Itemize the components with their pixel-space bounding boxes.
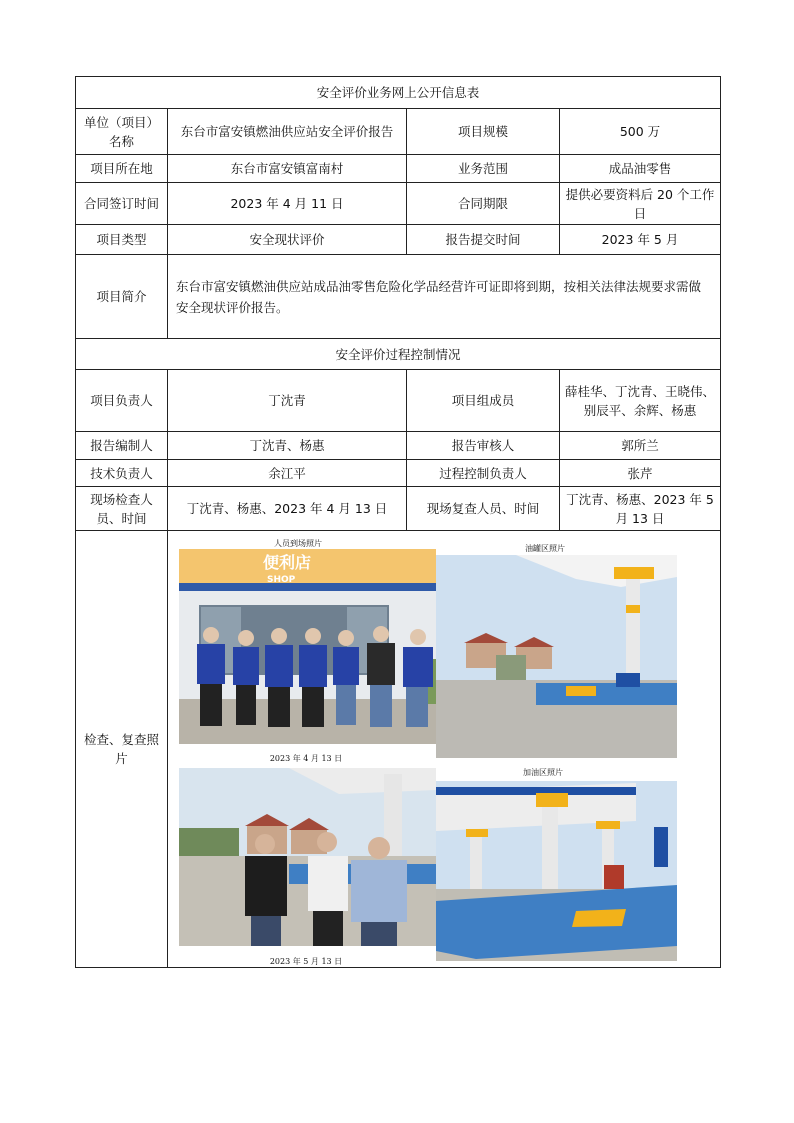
photo3-date: 2023 年 5 月 13 日 bbox=[269, 957, 343, 966]
shop-sign-en: SHOP bbox=[267, 575, 296, 585]
reviewer-value: 郭所兰 bbox=[560, 432, 721, 460]
scale-label: 项目规模 bbox=[407, 109, 560, 155]
members-value: 薛桂华、丁沈青、王晓伟、别辰平、余辉、杨惠 bbox=[560, 370, 721, 432]
info-table bbox=[75, 76, 721, 968]
tech-value: 余江平 bbox=[168, 460, 407, 487]
location-label: 项目所在地 bbox=[76, 155, 168, 183]
sign-date-value: 2023 年 4 月 11 日 bbox=[168, 183, 407, 225]
shop-sign-text: 便利店 bbox=[263, 553, 312, 572]
photo-staff-arrival bbox=[179, 549, 436, 744]
intro-value: 东台市富安镇燃油供应站成品油零售危险化学品经营许可证即将到期，按相关法律法规要求需做安全现状评价报告。 bbox=[168, 255, 721, 339]
table-title: 安全评价业务网上公开信息表 bbox=[76, 77, 721, 109]
type-label: 项目类型 bbox=[76, 225, 168, 255]
recheck-value: 丁沈青、杨惠、2023 年 5 月 13 日 bbox=[560, 487, 721, 531]
leader-label: 项目负责人 bbox=[76, 370, 168, 432]
sign-date-label: 合同签订时间 bbox=[76, 183, 168, 225]
author-label: 报告编制人 bbox=[76, 432, 168, 460]
intro-label: 项目简介 bbox=[76, 255, 168, 339]
photo1-date: 2023 年 4 月 13 日 bbox=[269, 754, 343, 763]
inspect-value: 丁沈青、杨惠、2023 年 4 月 13 日 bbox=[168, 487, 407, 531]
photos-cell bbox=[168, 531, 721, 968]
type-value: 安全现状评价 bbox=[168, 225, 407, 255]
business-value: 成品油零售 bbox=[560, 155, 721, 183]
inspect-label: 现场检查人员、时间 bbox=[76, 487, 168, 531]
photo4-caption: 加油区照片 bbox=[523, 768, 563, 777]
control-label: 过程控制负责人 bbox=[407, 460, 560, 487]
author-value: 丁沈青、杨惠 bbox=[168, 432, 407, 460]
unit-value: 东台市富安镇燃油供应站安全评价报告 bbox=[168, 109, 407, 155]
tech-label: 技术负责人 bbox=[76, 460, 168, 487]
photo1-caption: 人员到场照片 bbox=[274, 539, 322, 548]
submit-label: 报告提交时间 bbox=[407, 225, 560, 255]
submit-value: 2023 年 5 月 bbox=[560, 225, 721, 255]
photo2-caption: 油罐区照片 bbox=[525, 544, 565, 553]
photo-grid bbox=[168, 531, 719, 967]
photos-label: 检查、复查照片 bbox=[76, 531, 168, 968]
location-value: 东台市富安镇富南村 bbox=[168, 155, 407, 183]
control-value: 张芹 bbox=[560, 460, 721, 487]
photo-recheck-staff bbox=[179, 768, 436, 946]
scale-value: 500 万 bbox=[560, 109, 721, 155]
business-label: 业务范围 bbox=[407, 155, 560, 183]
process-title: 安全评价过程控制情况 bbox=[76, 339, 721, 370]
period-value: 提供必要资料后 20 个工作日 bbox=[560, 183, 721, 225]
members-label: 项目组成员 bbox=[407, 370, 560, 432]
period-label: 合同期限 bbox=[407, 183, 560, 225]
reviewer-label: 报告审核人 bbox=[407, 432, 560, 460]
recheck-label: 现场复查人员、时间 bbox=[407, 487, 560, 531]
photo-tank-area bbox=[436, 555, 677, 758]
unit-label: 单位（项目）名称 bbox=[76, 109, 168, 155]
photo-refuel-area bbox=[436, 781, 677, 961]
leader-value: 丁沈青 bbox=[168, 370, 407, 432]
